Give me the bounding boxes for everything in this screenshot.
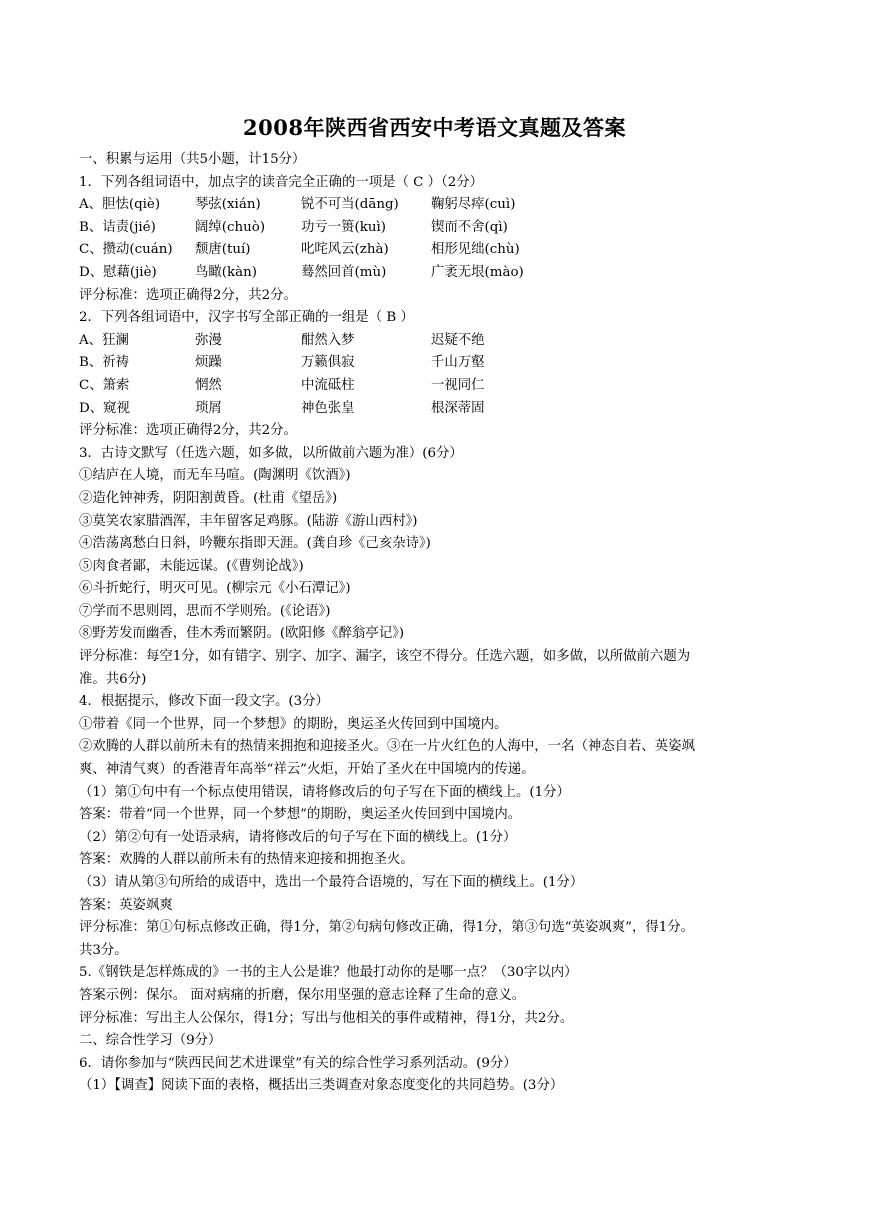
option-cell: 鞠躬尽瘁(cuì) (431, 197, 516, 213)
option-cell: 烦躁 (195, 355, 222, 371)
text-line: 答案：英姿飒爽 (79, 897, 173, 913)
text-line: 1．下列各组词语中，加点字的读音完全正确的一项是（ C ）（2分） (79, 174, 484, 190)
text-line: ⑤肉食者鄙，未能远谋。(《曹刿论战》) (79, 558, 304, 574)
option-cell: 颓唐(tuí) (195, 242, 251, 258)
option-cell: 根深蒂固 (431, 400, 485, 416)
text-line: 评分标准：第①句标点修改正确，得1分，第②句病句修改正确，得1分，第③句选“英姿飒爽”，得1分。 (79, 920, 695, 936)
option-row (79, 239, 799, 262)
option-cell: 千山万壑 (431, 355, 485, 371)
text-line: 答案示例：保尔。 面对病痛的折磨，保尔用坚强的意志诠释了生命的意义。 (79, 987, 526, 1003)
option-cell: 蓦然回首(mù) (301, 264, 387, 280)
option-cell: 锲而不舍(qì) (431, 219, 508, 235)
option-cell: 叱咤风云(zhà) (301, 242, 389, 258)
option-row (79, 375, 799, 398)
text-line: （1）第①句中有一个标点使用错误，请将修改后的句子写在下面的横线上。(1分） (79, 784, 570, 800)
text-line: 评分标准：每空1分，如有错字、别字、加字、漏字，该空不得分。任选六题，如多做，以所做前六题为 (79, 649, 691, 665)
text-line: 二、综合性学习（9分） (79, 1033, 222, 1049)
option-cell: 神色张皇 (301, 400, 355, 416)
option-row (79, 194, 799, 217)
option-cell: D、慰藉(jiè) (79, 264, 157, 280)
text-line: 评分标准：选项正确得2分，共2分。 (79, 287, 297, 303)
option-cell: 酣然入梦 (301, 332, 355, 348)
option-cell: C、箫索 (79, 377, 130, 393)
option-cell: 阔绰(chuò) (195, 219, 266, 235)
option-row (79, 330, 799, 353)
option-row (79, 262, 799, 285)
option-cell: 琐屑 (195, 400, 222, 416)
text-line: 评分标准：选项正确得2分，共2分。 (79, 423, 297, 439)
option-cell: 锐不可当(dāng) (301, 197, 399, 213)
option-cell: A、胆怯(qiè) (79, 197, 161, 213)
option-cell: A、狂澜 (79, 332, 129, 348)
option-cell: B、祈祷 (79, 355, 130, 371)
text-line: （3）请从第③句所给的成语中，选出一个最符合语境的，写在下面的横线上。(1分） (79, 875, 584, 890)
option-cell: 功亏一篑(kuì) (301, 219, 387, 235)
text-line: 2．下列各组词语中，汉字书写全部正确的一组是（ B ） (79, 310, 414, 326)
text-line: 3．古诗文默写（任选六题，如多做，以所做前六题为准）(6分） (79, 445, 463, 461)
option-cell: B、诘责(jié) (79, 219, 156, 235)
option-cell: D、窥视 (79, 400, 130, 416)
page-title: 2008年陕西省西安中考语文真题及答案 (243, 115, 626, 140)
text-line: ①结庐在人境，而无车马喧。(陶渊明《饮酒》) (79, 468, 351, 484)
option-cell: 一视同仁 (431, 377, 485, 393)
option-row (79, 352, 799, 375)
text-line: ①带着《同一个世界，同一个梦想》的期盼，奥运圣火传回到中国境内。 (79, 716, 508, 732)
option-cell: 中流砥柱 (301, 377, 355, 393)
text-line: ⑦学而不思则罔，思而不学则殆。(《论语》) (79, 603, 331, 619)
text-line: （1）【调查】阅读下面的表格，概括出三类调查对象态度变化的共同趋势。(3分） (79, 1078, 564, 1094)
option-row (79, 398, 799, 421)
option-cell: C、攒动(cuán) (79, 242, 173, 258)
text-line: ②欢腾的人群以前所未有的热情来拥抱和迎接圣火。③在一片火红色的人海中，一名（神态自若、英姿飒 (79, 739, 695, 755)
option-cell: 相形见绌(chù) (431, 242, 520, 258)
option-row (79, 217, 799, 240)
option-cell: 琴弦(xián) (195, 197, 261, 213)
text-line: ⑧野芳发而幽香，佳木秀而繁阴。(欧阳修《醉翁亭记》) (79, 626, 405, 642)
text-line: ②造化钟神秀，阴阳割黄昏。(杜甫《望岳》) (79, 490, 338, 506)
option-cell: 万籁俱寂 (301, 355, 355, 371)
text-line: 6．请你参加与“陕西民间艺术进课堂”有关的综合性学习系列活动。(9分） (79, 1055, 517, 1071)
text-line: 一、积累与运用（共5小题，计15分） (79, 152, 306, 167)
text-line: 爽、神清气爽）的香港青年高举“祥云”火炬，开始了圣火在中国境内的传递。 (79, 762, 535, 778)
text-line: ④浩荡离愁白日斜，吟鞭东指即天涯。(龚自珍《己亥杂诗》) (79, 536, 431, 552)
text-line: 5.《钢铁是怎样炼成的》一书的主人公是谁？他最打动你的是哪一点？（30字以内） (79, 965, 578, 981)
option-cell: 惘然 (195, 377, 222, 393)
text-line: 评分标准：写出主人公保尔，得1分；写出与他相关的事件或精神，得1分，共2分。 (79, 1010, 574, 1026)
text-line: 共3分。 (79, 942, 128, 958)
text-line: ⑥斗折蛇行，明灭可见。(柳宗元《小石潭记》) (79, 581, 351, 597)
text-line: ③莫笑农家腊酒浑，丰年留客足鸡豚。(陆游《游山西村》) (79, 513, 418, 529)
option-cell: 广袤无垠(mào) (431, 264, 524, 280)
text-line: 4．根据提示，修改下面一段文字。(3分） (79, 694, 329, 710)
text-line: 答案：带着“同一个世界，同一个梦想”的期盼，奥运圣火传回到中国境内。 (79, 807, 522, 823)
text-line: 答案：欢腾的人群以前所未有的热情来迎接和拥抱圣火。 (79, 852, 414, 868)
option-cell: 鸟瞰(kàn) (195, 264, 257, 280)
text-line: 准。共6分) (79, 671, 147, 687)
option-cell: 迟疑不绝 (431, 332, 485, 348)
document-body (79, 149, 799, 1098)
text-line: （2）第②句有一处语录病，请将修改后的句子写在下面的横线上。(1分） (79, 829, 517, 845)
option-cell: 弥漫 (195, 332, 222, 348)
